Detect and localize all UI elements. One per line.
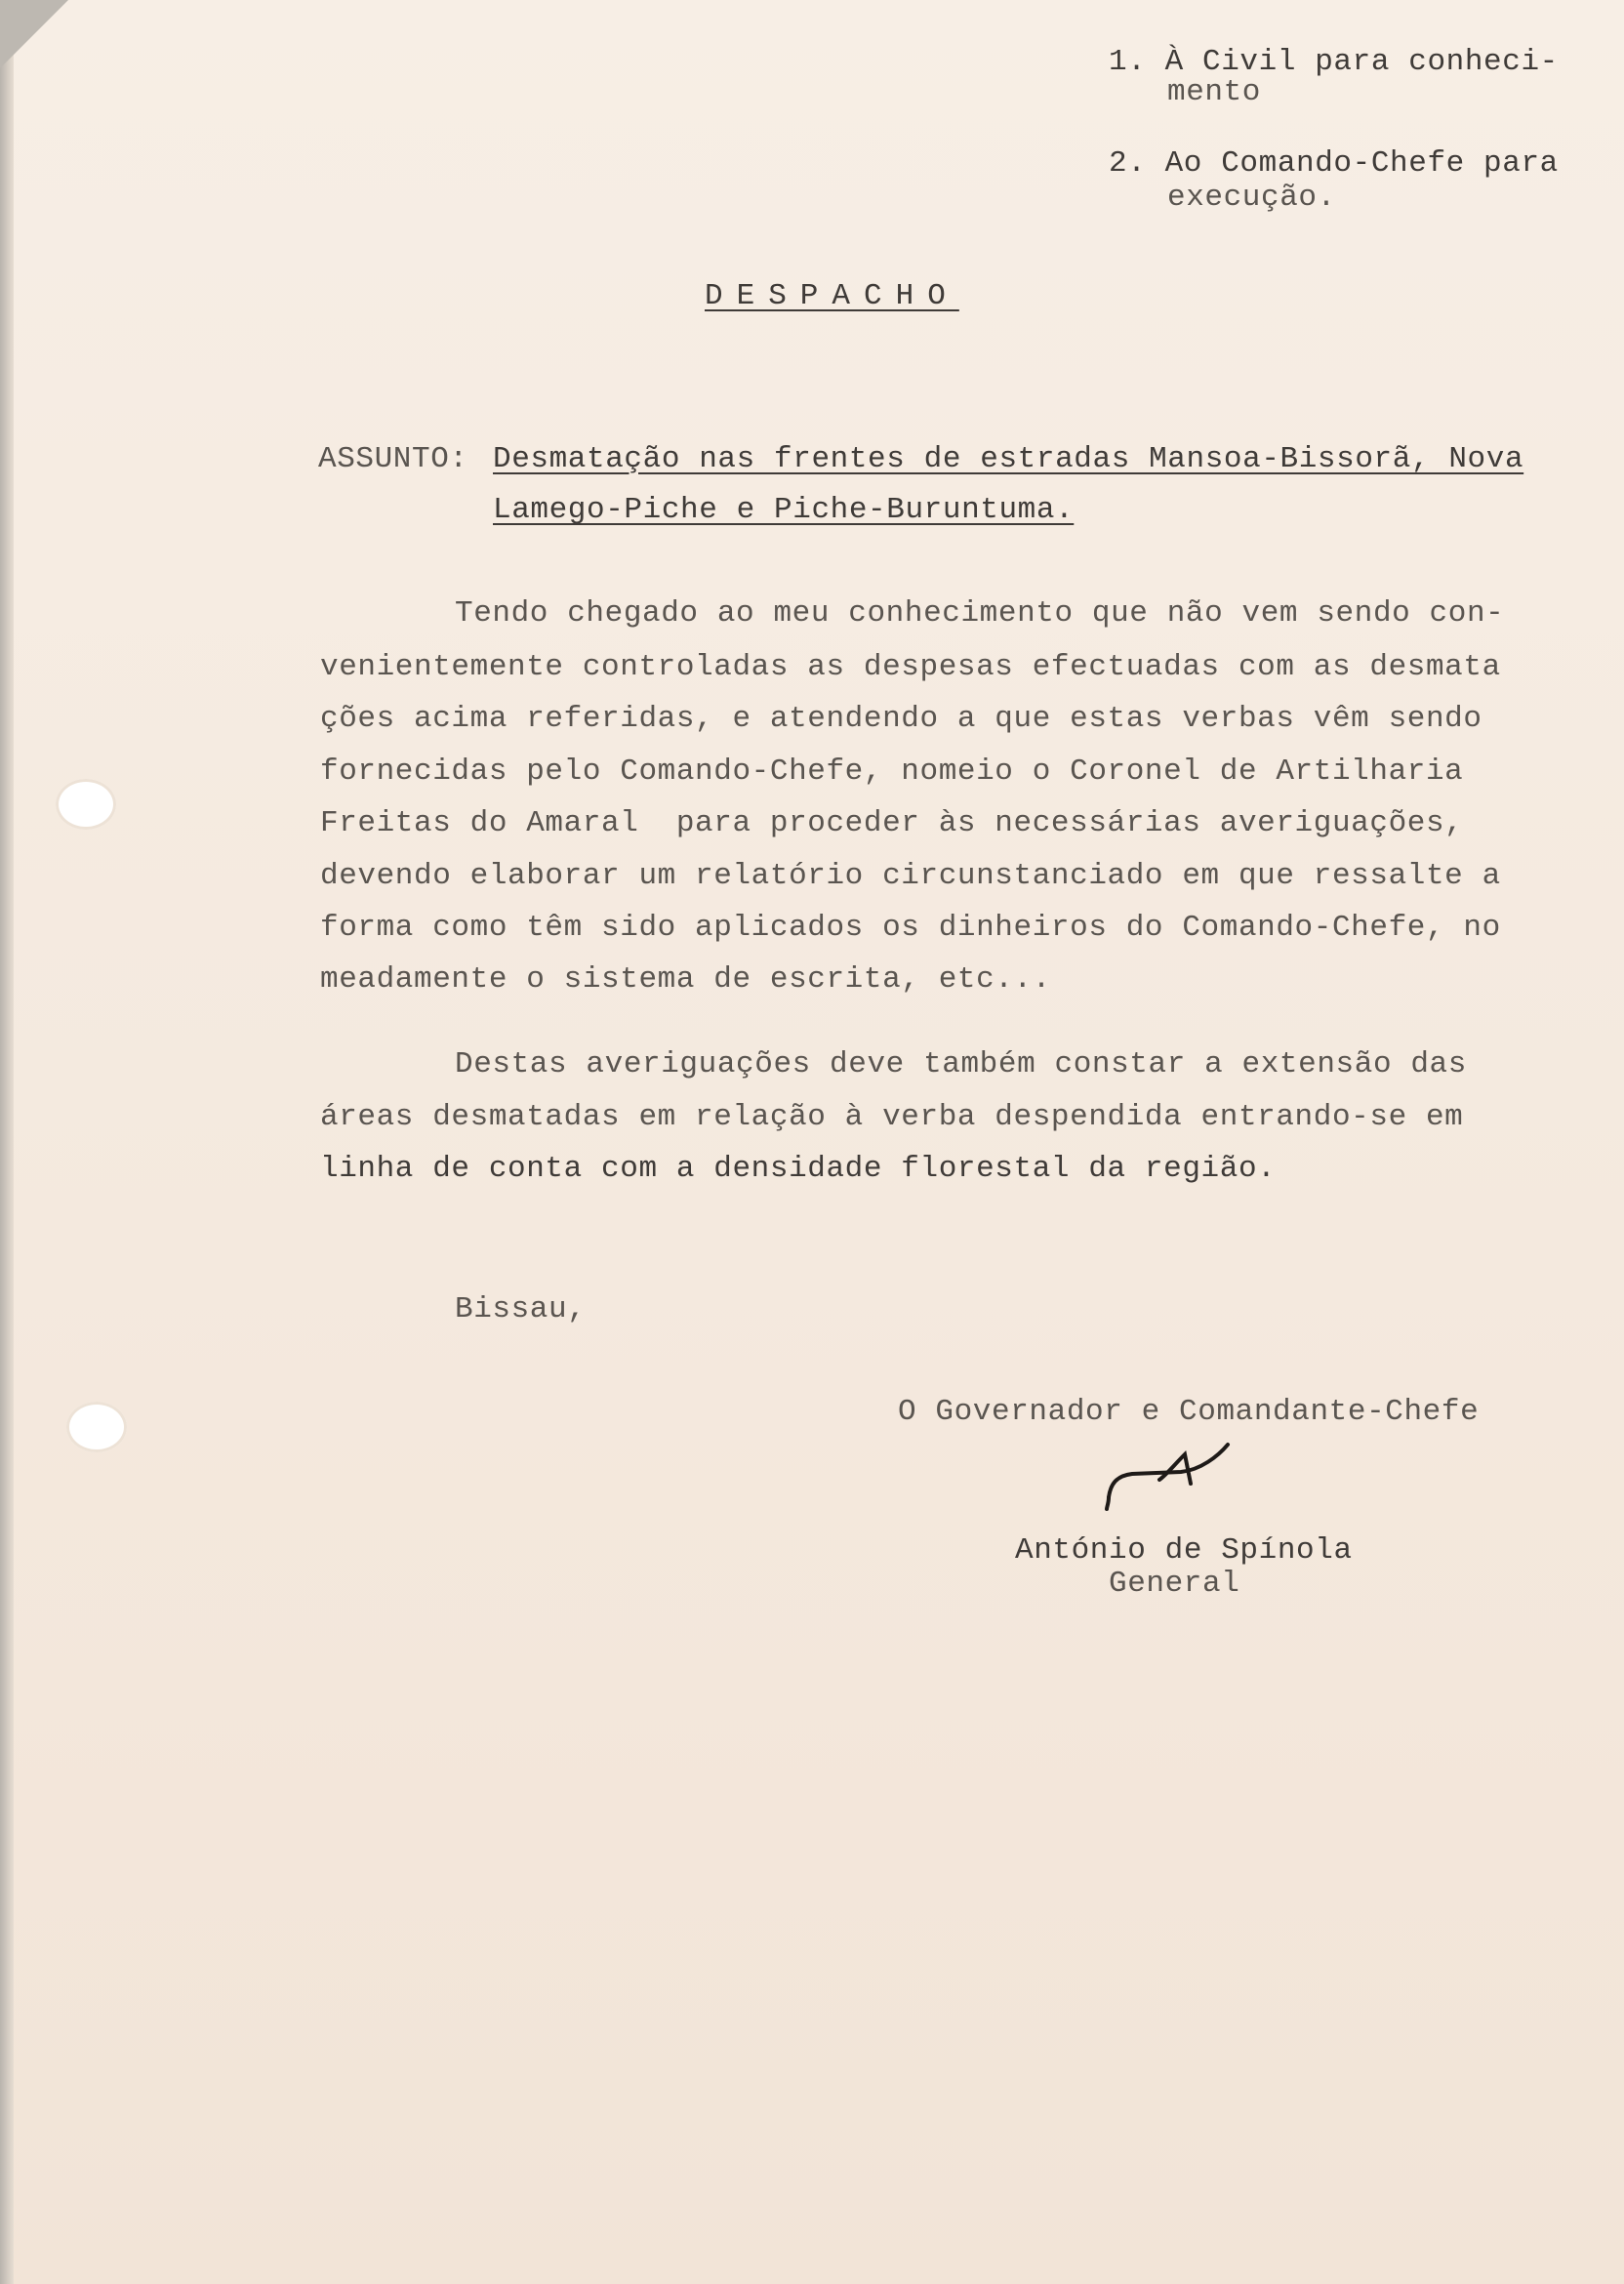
handwritten-signature bbox=[1103, 1433, 1239, 1511]
subject-line-1: Desmatação nas frentes de estradas Mansoa-Bissorã, Nova bbox=[493, 442, 1524, 476]
distribution-item-1-cont: mento bbox=[1167, 75, 1262, 109]
paragraph-2-line-2: áreas desmatadas em relação à verba despendida entrando-se em bbox=[320, 1100, 1464, 1134]
paragraph-2-line-1: Destas averiguações deve também constar a extensão das bbox=[455, 1047, 1467, 1081]
paragraph-1-line-2: venientemente controladas as despesas efectuadas com as desmata bbox=[320, 650, 1501, 684]
signatory-role: O Governador e Comandante-Chefe bbox=[898, 1395, 1480, 1429]
subject-line-2: Lamego-Piche e Piche-Buruntuma. bbox=[493, 493, 1075, 527]
page-edge-shadow bbox=[0, 0, 14, 2284]
paragraph-1-line-4: fornecidas pelo Comando-Chefe, nomeio o Coronel de Artilharia bbox=[320, 755, 1464, 789]
distribution-item-2: 2. Ao Comando-Chefe para bbox=[1109, 146, 1559, 181]
punch-hole-bottom bbox=[66, 1402, 127, 1452]
paragraph-1-line-3: ções acima referidas, e atendendo a que estas verbas vêm sendo bbox=[320, 702, 1482, 736]
paragraph-1-line-7: forma como têm sido aplicados os dinheiros do Comando-Chefe, no bbox=[320, 911, 1501, 945]
distribution-item-2-cont: execução. bbox=[1167, 181, 1336, 215]
signatory-name: António de Spínola bbox=[1015, 1533, 1353, 1568]
paragraph-2-line-3: linha de conta com a densidade florestal da região. bbox=[320, 1152, 1277, 1186]
paragraph-1-line-8: meadamente o sistema de escrita, etc... bbox=[320, 962, 1051, 997]
folded-corner bbox=[0, 0, 68, 68]
document-title: DESPACHO bbox=[705, 279, 959, 313]
subject-label: ASSUNTO: bbox=[318, 442, 468, 476]
paragraph-1-line-6: devendo elaborar um relatório circunstanciado em que ressalte a bbox=[320, 859, 1501, 893]
distribution-item-1: 1. À Civil para conheci- bbox=[1109, 45, 1559, 79]
paragraph-1-line-5: Freitas do Amaral para proceder às necessárias averiguações, bbox=[320, 806, 1464, 840]
signatory-rank: General bbox=[1109, 1567, 1240, 1601]
paragraph-1-line-1: Tendo chegado ao meu conhecimento que não vem sendo con- bbox=[455, 596, 1505, 631]
punch-hole-top bbox=[56, 779, 116, 830]
place: Bissau, bbox=[455, 1292, 587, 1326]
